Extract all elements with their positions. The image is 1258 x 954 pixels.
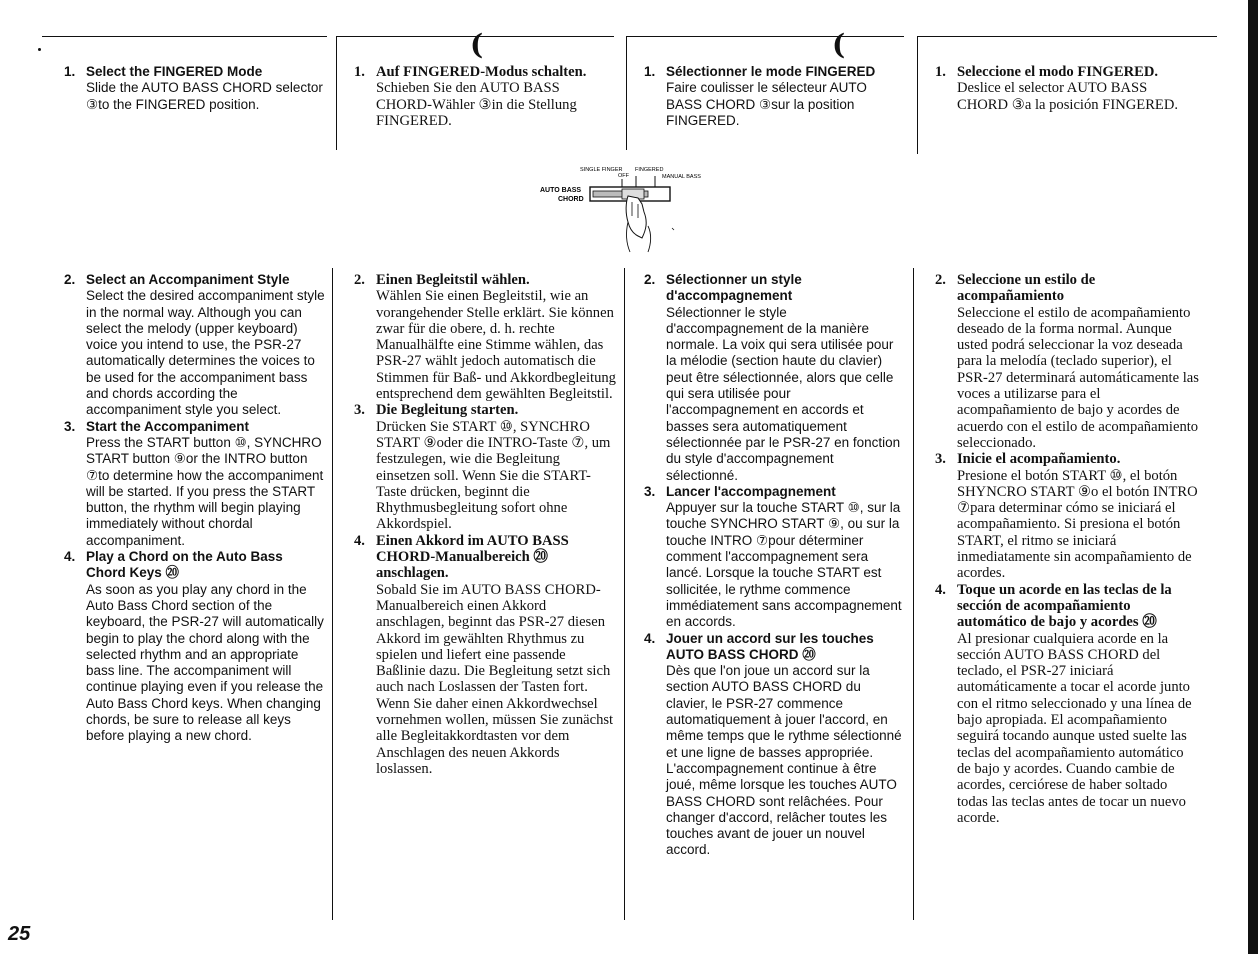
step-body: Wählen Sie einen Begleitstil, wie an vorangehender Stelle erklärt. Sie können zwar für die obere, d. h. rechte Manualhälfte eine Stimme wählen, das PSR-27 wählt jedoch automatisch die Stimmen für Baß- und Akkordbegleitung entsprechend dem gewählten Begleitstil.: [376, 288, 616, 403]
step-body: Slide the AUTO BASS CHORD selector ③to the FINGERED position.: [86, 80, 323, 112]
step-number: 4.: [64, 549, 76, 565]
label-single-finger: SINGLE FINGER: [580, 167, 623, 173]
step-2: [354, 272, 616, 402]
step-title: Einen Akkord im AUTO BASS CHORD-Manualbereich ⑳ anschlagen.: [376, 532, 569, 582]
step-title: Start the Accompaniment: [86, 418, 250, 434]
column-english-lower: [64, 272, 326, 745]
step-body: Appuyer sur la touche START ⑩, sur la touche SYNCHRO START ⑨, ou sur la touche INTRO ⑦pour déterminer comment l'accompagnement sera lancé. Lorsque la touche START est sollicitée, le rythme commence immédiatement sans accompagnement en accords.: [666, 500, 902, 630]
step-number: 3.: [935, 451, 946, 468]
step-1: [644, 64, 906, 129]
column-french-lower: [644, 272, 906, 859]
step-title: Auf FINGERED-Modus schalten.: [376, 64, 587, 80]
step-title: Lancer l'accompagnement: [666, 483, 836, 499]
label-fingered: FINGERED: [635, 167, 664, 173]
column-german: [354, 64, 616, 129]
step-body: Dès que l'on joue un accord sur la section AUTO BASS CHORD du clavier, le PSR-27 commence automatiquement à jouer l'accord, en même temps que le rythme sélectionné et une ligne de basses appropriée. L'accompagnement continue à être joué, même lorsque les touches AUTO BASS CHORD sont relâchées. Pour changer d'accord, relâcher toutes les touches avant de jouer un nouvel accord.: [666, 663, 902, 858]
column-french: [644, 64, 906, 129]
step-title: Toque un acorde en las teclas de la sección de acompañamiento automático de bajo y acordes ⑳: [957, 581, 1172, 631]
corner-mark-icon: (: [470, 28, 484, 61]
divider-2-bottom: [624, 268, 625, 920]
step-3: [935, 451, 1200, 581]
step-number: 2.: [935, 272, 946, 288]
step-body: Sélectionner le style d'accompagnement de la manière normale. La voix qui sera utilisée pour la mélodie (section haute du clavier) peut être sélectionnée, alors que celle qui sera utilisée pour l'accompagnement en accords et basses sera automatiquement sélectionnée par le PSR-27 en fonction du style d'accompagnement sélectionné.: [666, 304, 901, 483]
step-title: Inicie el acompañamiento.: [957, 451, 1121, 468]
step-body: Sobald Sie im AUTO BASS CHORD-Manualbereich einen Akkord anschlagen, beginnt das PSR-27 diesen Akkord im gewählten Rhythmus zu spielen und liefert eine passende Baßlinie dazu. Die Begleitung setzt sich auch nach Loslassen der Tasten fort. Wenn Sie daher einen Akkordwechsel vornehmen wollen, müssen Sie zunächst alle Begleitakkordtasten vor dem Anschlagen des neuen Akkords loslassen.: [376, 581, 614, 777]
step-number: 1.: [935, 64, 946, 80]
label-chord: CHORD: [558, 196, 584, 203]
step-2: [64, 272, 326, 419]
step-number: 4.: [354, 532, 365, 549]
corner-mark-icon: (: [832, 28, 846, 61]
step-number: 3.: [64, 418, 76, 434]
step-body: As soon as you play any chord in the Auto Bass Chord section of the keyboard, the PSR-27 will automatically begin to play the chord along with the selected rhythm and an appropriate bass line. The accompaniment will continue playing even if you release the Auto Bass Chord keys. When changing chords, be sure to release all keys before playing a new chord.: [86, 581, 324, 744]
step-2: [935, 272, 1200, 451]
step-title: Die Begleitung starten.: [376, 402, 519, 419]
step-number: 1.: [64, 64, 76, 79]
step-number: 2.: [644, 272, 656, 287]
step-4: [935, 582, 1200, 826]
step-title: Sélectionner le mode FINGERED: [666, 64, 876, 79]
step-4: [644, 631, 906, 859]
step-number: 4.: [644, 630, 656, 646]
label-auto-bass: AUTO BASS: [540, 187, 582, 194]
step-1: [935, 64, 1200, 113]
step-body: Press the START button ⑩, SYNCHRO START button ⑨or the INTRO button ⑦to determine how the accompaniment will be started. If you press the START button, the rhythm will begin playing immediately without chordal accompaniment.: [86, 434, 324, 548]
step-title: Einen Begleitstil wählen.: [376, 272, 530, 288]
step-title: Select an Accompaniment Style: [86, 272, 290, 287]
step-number: 3.: [644, 483, 656, 499]
step-3: [644, 484, 906, 631]
top-rule-col3: [626, 36, 904, 37]
step-number: 3.: [354, 402, 365, 419]
step-body: Seleccione el estilo de acompañamiento deseado de la forma normal. Aunque usted podrá seleccionar la voz deseada para la melodía (teclado superior), el PSR-27 determinará automáticamente las voces a utilizarse para el acompañamiento de bajo y acordes de acuerdo con el estilo de acompañamiento seleccionado.: [957, 304, 1199, 451]
step-number: 1.: [354, 64, 365, 80]
page-edge-shadow: [1248, 0, 1258, 954]
label-manual-bass: MANUAL BASS: [662, 174, 701, 180]
step-title: Sélectionner un style d'accompagnement: [666, 272, 802, 304]
auto-bass-chord-selector-diagram: [530, 160, 710, 260]
column-spanish: [935, 64, 1200, 113]
step-number: 1.: [644, 64, 656, 79]
step-3: [354, 402, 616, 532]
divider-3-top: [917, 36, 918, 154]
step-number: 2.: [64, 272, 76, 287]
column-english: [64, 64, 326, 113]
step-body: Al presionar cualquiera acorde en la sección AUTO BASS CHORD del teclado, el PSR-27 iniciará automáticamente a tocar el acorde junto con el ritmo seleccionado y una línea de bajo apropiada. El acompañamiento seguirá tocando aunque usted suelte las teclas del acompañamiento automático de bajo y acordes. Cuando cambie de acordes, cerciórese de haber soltado todas las teclas antes de tocar un nuevo acorde.: [957, 630, 1192, 826]
step-3: [64, 419, 326, 549]
step-body: Faire coulisser le sélecteur AUTO BASS CHORD ③sur la position FINGERED.: [666, 80, 867, 128]
step-title: Seleccione el modo FINGERED.: [957, 64, 1159, 80]
step-body: Deslice el selector AUTO BASS CHORD ③a la posición FINGERED.: [957, 80, 1179, 113]
step-1: [64, 64, 326, 113]
margin-dot: [38, 48, 41, 51]
divider-2-top: [626, 36, 627, 150]
step-number: 4.: [935, 581, 946, 598]
column-spanish-lower: [935, 272, 1200, 826]
step-title: Jouer un accord sur les touches AUTO BASS CHORD ⑳: [666, 630, 874, 662]
top-rule-col4: [917, 36, 1217, 37]
step-body: Drücken Sie START ⑩, SYNCHRO START ⑨oder die INTRO-Taste ⑦, um festzulegen, wie die Begleitung einsetzen soll. Wenn Sie die START-Taste drücken, beginnt die Rhythmusbegleitung sofort ohne Akkordspiel.: [376, 418, 611, 533]
step-title: Seleccione un estilo de acompañamiento: [957, 272, 1096, 305]
step-body: Presione el botón START ⑩, el botón SHYNCRO START ⑨o el botón INTRO ⑦para determinar cómo se iniciará el acompañamiento. Si presiona el botón START, el ritmo se iniciará inmediatamente sin acompañamiento de acordes.: [957, 467, 1198, 582]
page-number: 25: [8, 923, 31, 945]
step-1: [354, 64, 616, 129]
label-off: OFF: [618, 173, 629, 179]
step-number: 2.: [354, 272, 365, 288]
step-title: Play a Chord on the Auto Bass Chord Keys ⑳: [86, 549, 283, 581]
step-title: Select the FINGERED Mode: [86, 64, 263, 79]
divider-3-bottom: [913, 268, 914, 920]
step-body: Select the desired accompaniment style in the normal way. Although you can select the melody (upper keyboard) voice you intend to use, the PSR-27 automatically determines the voices to be used for the accompaniment bass and chords according the accompaniment style you select.: [86, 288, 325, 418]
step-2: [644, 272, 906, 484]
divider-1-top: [336, 36, 337, 150]
column-german-lower: [354, 272, 616, 777]
step-4: [64, 549, 326, 745]
step-4: [354, 533, 616, 777]
step-body: Schieben Sie den AUTO BASS CHORD-Wähler ③in die Stellung FINGERED.: [376, 80, 577, 129]
divider-1-bottom: [332, 268, 333, 920]
top-rule-col1: [42, 36, 327, 37]
